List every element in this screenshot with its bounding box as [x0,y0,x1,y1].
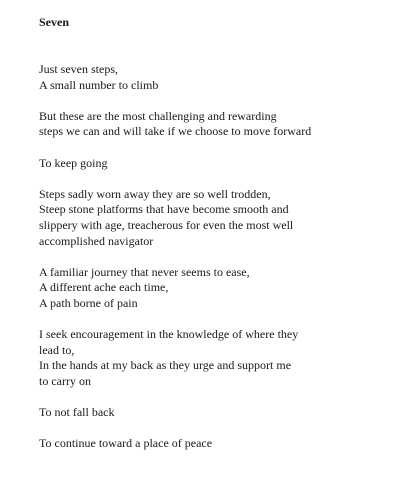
poem-title: Seven [39,15,69,29]
poem-line: Steep stone platforms that have become smooth and [39,202,289,217]
poem-line: steps we can and will take if we choose to move forward [39,124,312,139]
poem-line: accomplished navigator [39,233,154,248]
poem-line: A path borne of pain [39,295,138,310]
poem-line: To continue toward a place of peace [39,436,213,451]
stanza [39,187,369,249]
poem-line: To keep going [39,155,108,170]
poem-line: Just seven steps, [39,62,118,76]
stanza [39,156,369,172]
poem-line: lead to, [39,342,75,357]
poem-line: slippery with age, treacherous for even the most well [39,217,294,232]
poem-line: A familiar journey that never seems to ease, [39,264,250,279]
poem-line: to carry on [39,373,91,388]
poem-line: In the hands at my back as they urge and support me [39,358,292,373]
poem-line: To not fall back [39,405,115,420]
stanza [39,436,369,452]
stanza [39,327,369,389]
poem-line: A small number to climb [39,77,159,92]
stanza [39,405,369,421]
poem-line: Steps sadly worn away they are so well trodden, [39,186,271,201]
poem-line: A different ache each time, [39,280,169,295]
poem-line: But these are the most challenging and rewarding [39,108,277,123]
stanza [39,109,369,140]
poem-body [39,62,369,467]
stanza [39,265,369,312]
poem-line: I seek encouragement in the knowledge of where they [39,327,299,342]
stanza [39,62,369,93]
